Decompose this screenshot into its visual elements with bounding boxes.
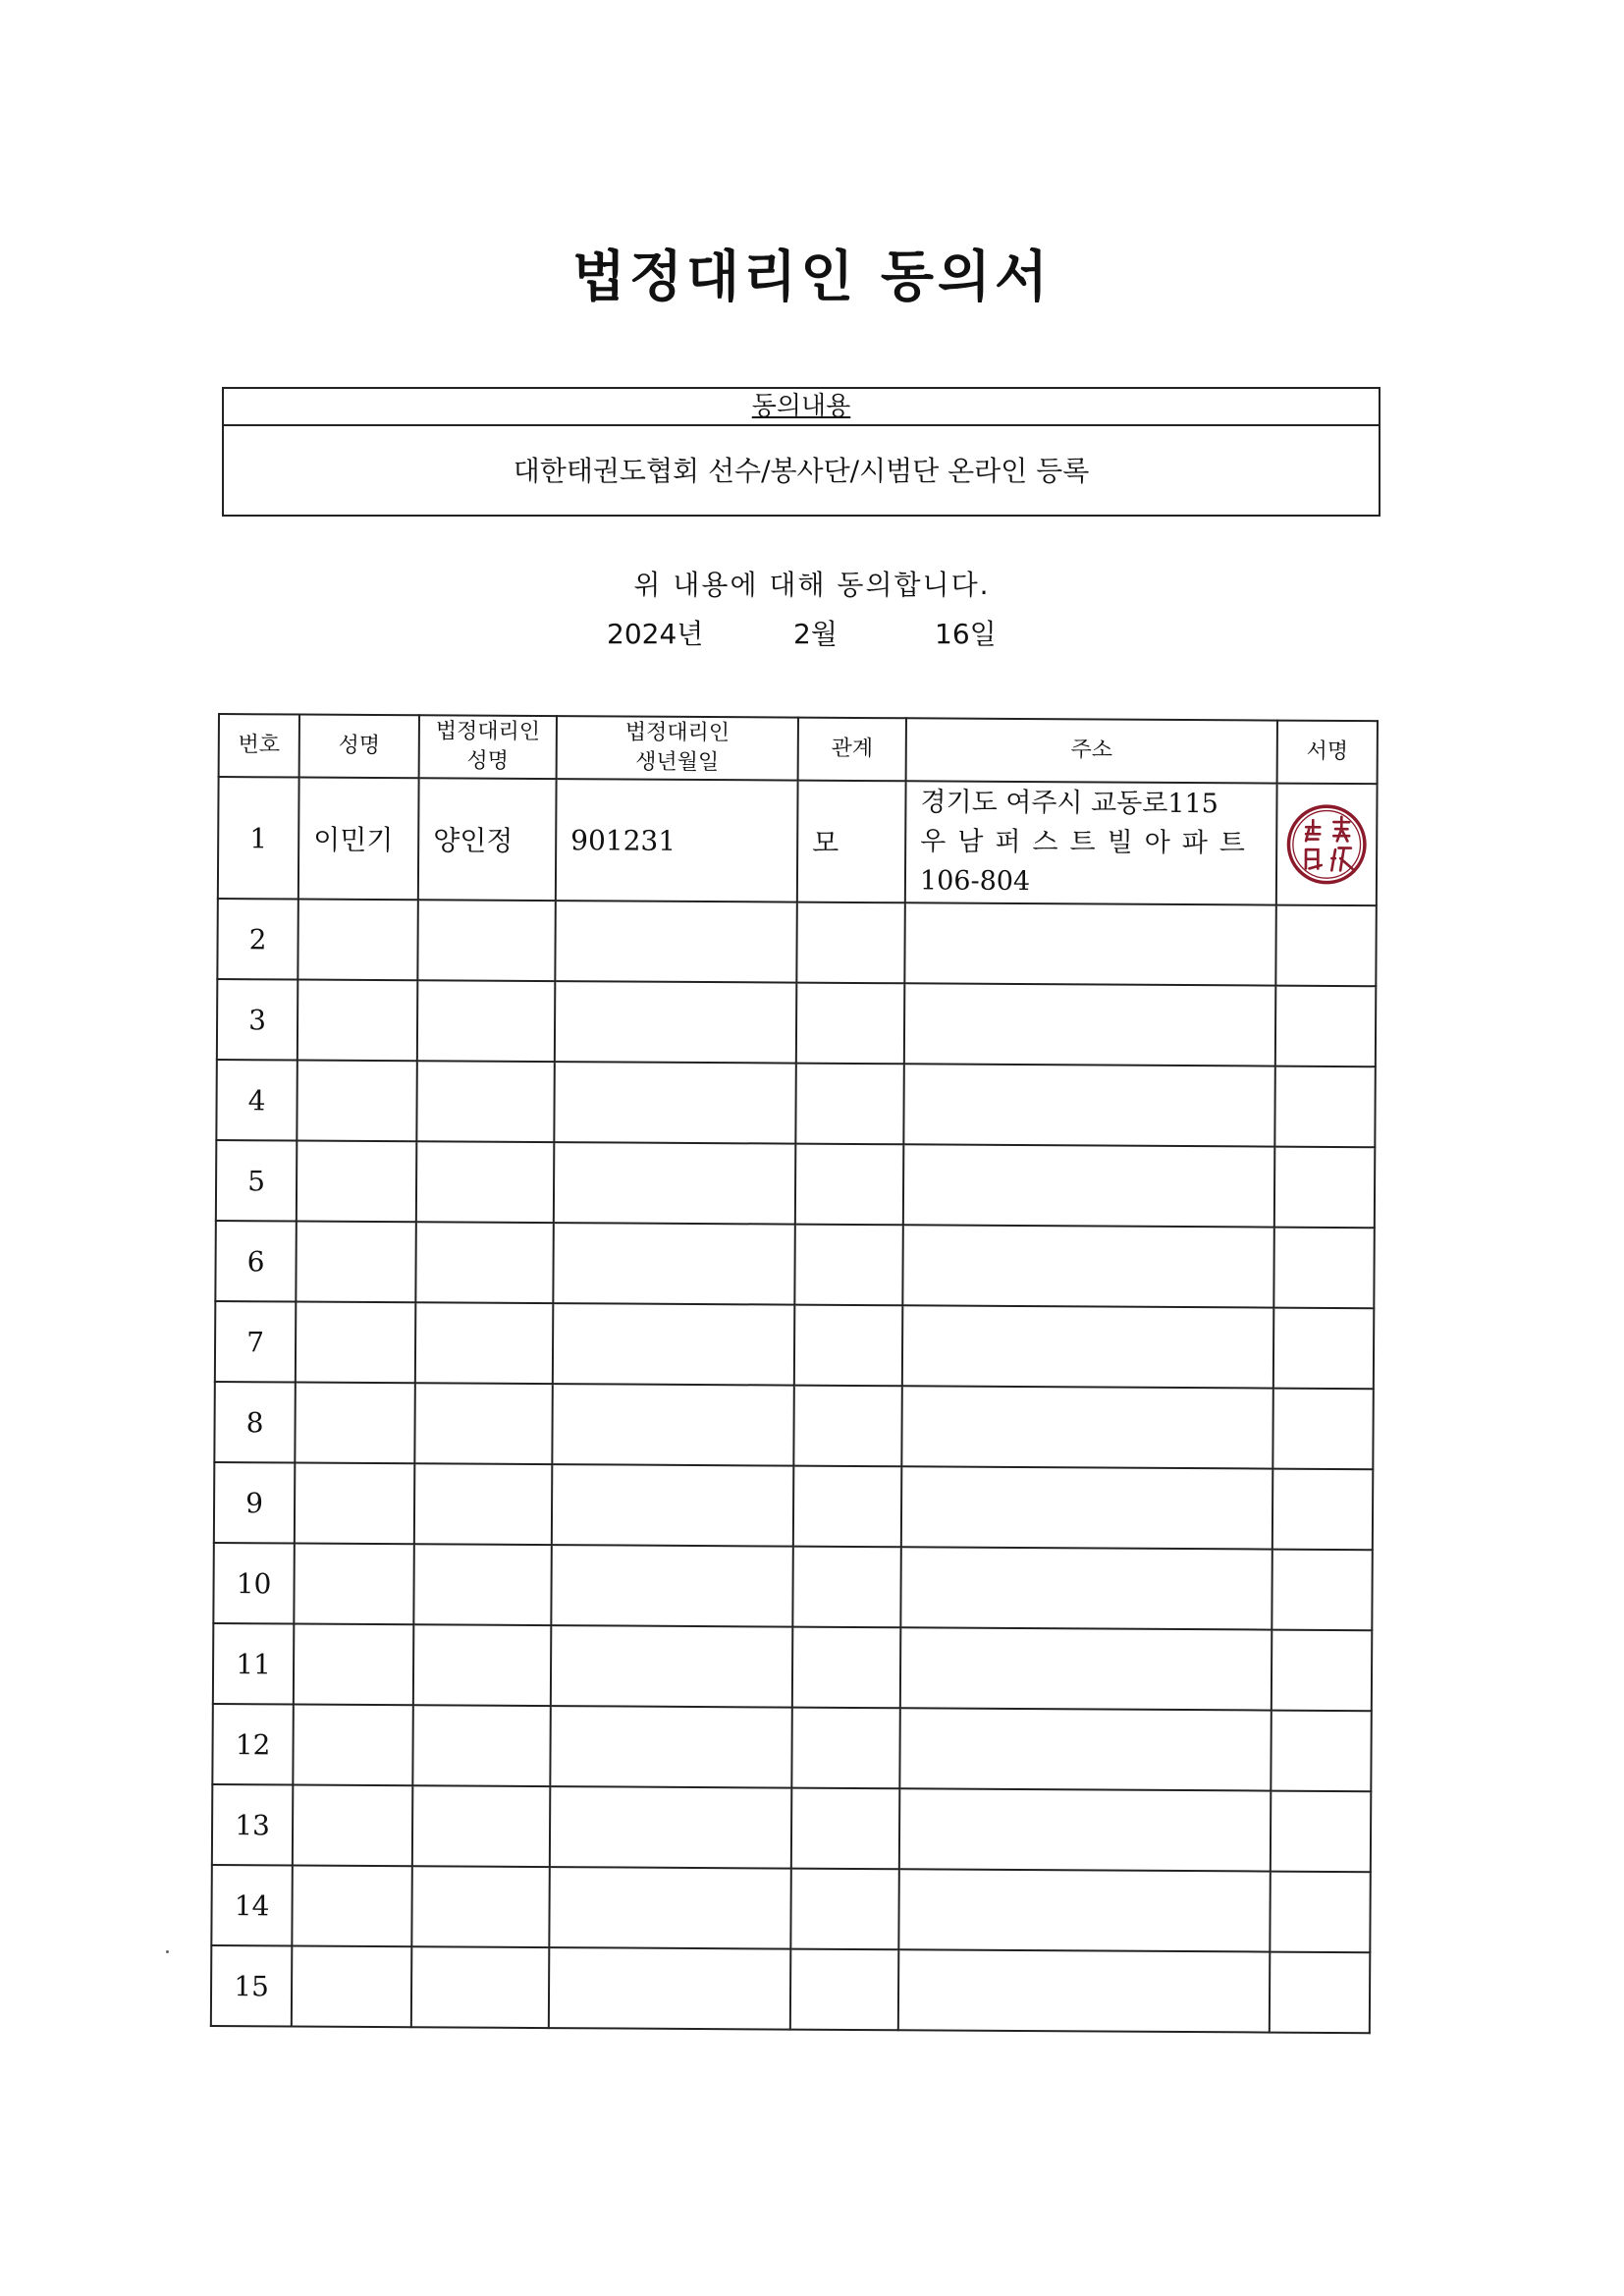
cell-signature[interactable] — [1273, 1228, 1374, 1309]
document-title: 법정대리인 동의서 — [571, 246, 1053, 309]
cell-guardian-name[interactable] — [415, 1302, 553, 1384]
cell-name[interactable] — [295, 1382, 414, 1463]
cell-guardian-name[interactable] — [412, 1785, 550, 1867]
cell-address — [905, 781, 1277, 904]
cell-signature[interactable] — [1272, 1389, 1373, 1470]
cell-signature[interactable] — [1274, 1066, 1375, 1148]
cell-relation[interactable] — [793, 1386, 901, 1467]
address-line-3: 106-804 — [919, 865, 1031, 898]
cell-guardian-birth[interactable] — [554, 1142, 795, 1225]
cell-address[interactable] — [904, 983, 1275, 1066]
cell-relation[interactable] — [796, 902, 904, 984]
table-row — [213, 1543, 1372, 1630]
table-row — [218, 777, 1378, 905]
cell-signature[interactable] — [1273, 1308, 1374, 1390]
cell-no: 2 — [217, 899, 298, 979]
cell-address[interactable] — [898, 1869, 1270, 1951]
cell-guardian-birth[interactable] — [552, 1464, 793, 1547]
cell-relation: 모 — [797, 781, 906, 903]
cell-guardian-name[interactable] — [415, 1222, 553, 1303]
cell-guardian-birth[interactable] — [553, 1223, 794, 1305]
header-relation: 관계 — [798, 718, 906, 782]
cell-relation[interactable] — [795, 1064, 903, 1145]
cell-signature[interactable] — [1275, 986, 1376, 1067]
consent-header — [224, 389, 1379, 426]
cell-name[interactable] — [298, 900, 417, 981]
cell-address[interactable] — [899, 1788, 1271, 1871]
cell-relation[interactable] — [796, 983, 904, 1065]
cell-name[interactable] — [292, 1945, 411, 2027]
cell-no: 10 — [213, 1543, 294, 1623]
table-row — [214, 1382, 1373, 1469]
cell-address[interactable] — [901, 1466, 1272, 1549]
cell-no: 8 — [214, 1382, 295, 1462]
cell-guardian-name[interactable] — [416, 1061, 554, 1142]
table-row — [216, 1060, 1375, 1147]
consent-box — [222, 387, 1380, 517]
table-row — [217, 979, 1376, 1066]
consent-header-label: 동의내용 — [751, 392, 851, 421]
cell-guardian-name: 양인정 — [418, 778, 557, 901]
cell-signature[interactable] — [1271, 1791, 1371, 1873]
cell-guardian-birth[interactable] — [549, 1867, 790, 1949]
cell-name[interactable] — [298, 980, 417, 1062]
table-row — [214, 1462, 1373, 1550]
header-guardian-name — [419, 715, 557, 779]
cell-name[interactable] — [294, 1623, 413, 1705]
cell-address[interactable] — [901, 1386, 1272, 1468]
cell-guardian-birth[interactable] — [555, 981, 796, 1064]
table-row — [215, 1301, 1374, 1389]
cell-guardian-birth[interactable] — [549, 1947, 790, 2030]
cell-address[interactable] — [900, 1547, 1272, 1629]
cell-relation[interactable] — [794, 1225, 902, 1306]
header-no: 번호 — [219, 714, 299, 777]
cell-guardian-birth[interactable] — [553, 1303, 794, 1386]
cell-relation[interactable] — [794, 1305, 902, 1387]
address-line-2: 우남퍼스트빌아파트 — [920, 826, 1258, 859]
cell-name[interactable] — [294, 1543, 413, 1624]
cell-guardian-birth[interactable] — [551, 1625, 792, 1708]
cell-name[interactable] — [293, 1784, 412, 1866]
cell-name: 이민기 — [298, 778, 419, 901]
cell-address[interactable] — [898, 1949, 1270, 2032]
header-guardian-birth-line1: 법정대리인 — [624, 720, 731, 746]
cell-name[interactable] — [297, 1061, 416, 1142]
cell-guardian-name[interactable] — [416, 1141, 554, 1223]
cell-name[interactable] — [293, 1704, 412, 1785]
cell-signature[interactable] — [1270, 1872, 1370, 1953]
header-guardian-birth — [557, 716, 798, 781]
cell-guardian-name[interactable] — [411, 1946, 549, 2028]
cell-guardian-name[interactable] — [417, 900, 555, 981]
cell-signature[interactable] — [1272, 1469, 1373, 1551]
cell-address[interactable] — [900, 1627, 1272, 1710]
cell-guardian-birth[interactable] — [555, 901, 796, 983]
cell-signature — [1276, 784, 1378, 906]
cell-no: 1 — [218, 777, 299, 899]
cell-no: 15 — [211, 1945, 292, 2026]
cell-name[interactable] — [295, 1462, 414, 1544]
header-name: 성명 — [299, 715, 419, 779]
cell-no: 9 — [214, 1462, 295, 1543]
agreement-statement: 위 내용에 대해 동의합니다. — [633, 569, 991, 601]
table-row — [212, 1784, 1371, 1872]
header-guardian-name-line2: 성명 — [466, 748, 510, 774]
cell-signature[interactable] — [1270, 1952, 1370, 2034]
cell-guardian-birth[interactable] — [554, 1062, 795, 1144]
cell-no: 13 — [212, 1784, 293, 1865]
table-row — [215, 1221, 1374, 1308]
cell-no: 6 — [215, 1221, 296, 1301]
cell-guardian-birth[interactable] — [550, 1786, 791, 1869]
address-line-1: 경기도 여주시 교동로115 — [920, 787, 1218, 820]
table-header-row — [219, 714, 1378, 784]
table-row — [211, 1865, 1370, 1952]
cell-guardian-birth[interactable] — [552, 1384, 793, 1466]
cell-relation[interactable] — [792, 1627, 900, 1709]
cell-relation[interactable] — [793, 1466, 901, 1548]
cell-relation[interactable] — [791, 1788, 899, 1870]
consent-body: 대한태권도협회 선수/봉사단/시범단 온라인 등록 — [513, 455, 1090, 487]
cell-no: 3 — [217, 979, 298, 1060]
cell-guardian-name[interactable] — [417, 980, 555, 1062]
cell-guardian-name[interactable] — [414, 1383, 552, 1464]
header-guardian-name-line1: 법정대리인 — [435, 719, 541, 745]
cell-name[interactable] — [296, 1221, 415, 1302]
table-row — [212, 1704, 1371, 1791]
date-year: 2024년 — [607, 618, 704, 650]
cell-relation[interactable] — [790, 1869, 898, 1950]
cell-no: 4 — [216, 1060, 297, 1140]
cell-signature[interactable] — [1272, 1550, 1372, 1631]
cell-name[interactable] — [296, 1301, 415, 1383]
cell-signature[interactable] — [1274, 1147, 1375, 1229]
cell-signature[interactable] — [1272, 1630, 1372, 1712]
cell-address[interactable] — [902, 1305, 1273, 1388]
cell-no: 5 — [216, 1140, 297, 1221]
cell-name[interactable] — [292, 1865, 411, 1946]
cell-guardian-name[interactable] — [411, 1866, 549, 1947]
cell-guardian-birth: 901231 — [556, 779, 798, 902]
date-month: 2월 — [793, 618, 838, 650]
cell-no: 7 — [215, 1301, 296, 1382]
cell-guardian-birth[interactable] — [550, 1706, 791, 1788]
table-row — [216, 1140, 1375, 1228]
cell-guardian-name[interactable] — [413, 1544, 551, 1625]
cell-relation[interactable] — [791, 1708, 899, 1789]
cell-address[interactable] — [904, 902, 1275, 985]
cell-guardian-name[interactable] — [414, 1463, 552, 1545]
cell-signature[interactable] — [1271, 1711, 1371, 1792]
cell-address[interactable] — [903, 1064, 1274, 1146]
header-signature: 서명 — [1277, 721, 1378, 785]
header-address: 주소 — [906, 718, 1277, 783]
date-day: 16일 — [935, 618, 997, 650]
cell-guardian-birth[interactable] — [551, 1545, 792, 1627]
table-row — [217, 899, 1376, 986]
table-row — [213, 1623, 1372, 1711]
table-row — [211, 1945, 1370, 2033]
cell-no: 12 — [212, 1704, 293, 1784]
cell-no: 11 — [213, 1623, 294, 1704]
signature-seal-stamp — [1283, 801, 1371, 889]
cell-address[interactable] — [899, 1708, 1271, 1790]
cell-relation[interactable] — [792, 1547, 900, 1628]
scan-speck — [166, 1950, 169, 1953]
cell-relation[interactable] — [795, 1144, 903, 1226]
header-guardian-birth-line2: 생년월일 — [635, 749, 720, 776]
cell-guardian-name[interactable] — [412, 1705, 550, 1786]
cell-signature[interactable] — [1275, 905, 1376, 987]
cell-no: 14 — [211, 1865, 292, 1945]
cell-guardian-name[interactable] — [413, 1624, 551, 1706]
cell-address[interactable] — [902, 1225, 1273, 1307]
guardian-consent-table — [210, 713, 1379, 2034]
cell-relation[interactable] — [790, 1949, 898, 2031]
cell-name[interactable] — [297, 1140, 416, 1222]
cell-address[interactable] — [903, 1144, 1274, 1227]
